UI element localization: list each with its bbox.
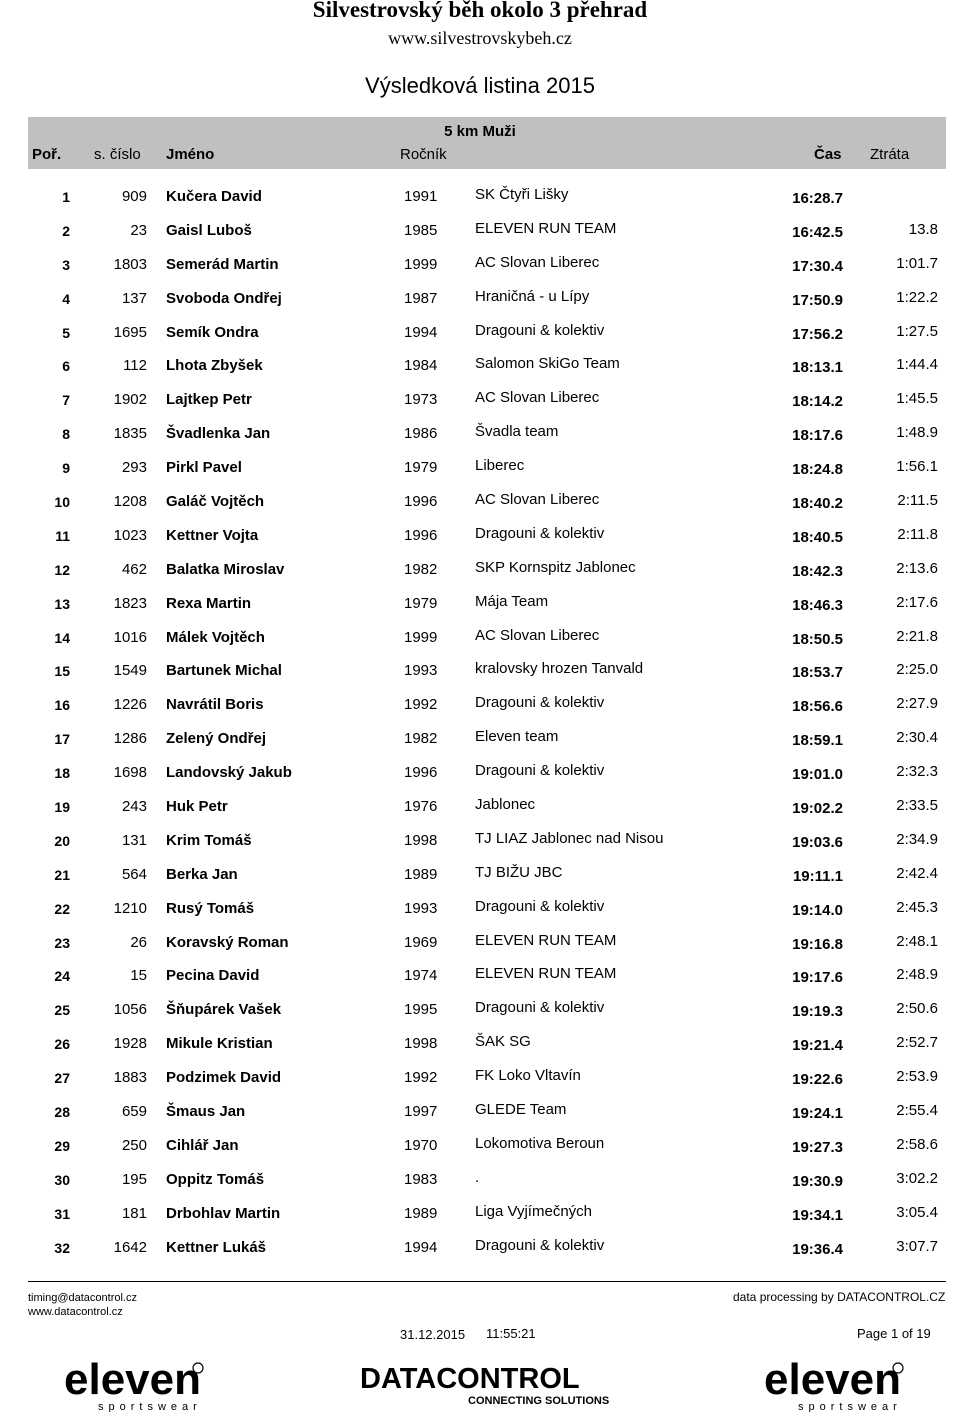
result-bib: 462 [121, 560, 147, 578]
result-name: Svoboda Ondřej [166, 289, 282, 307]
result-bib: 15 [130, 967, 147, 985]
table-row [0, 959, 960, 993]
result-time: 16:42.5 [792, 223, 843, 241]
table-row [0, 417, 960, 451]
result-gap: 2:48.9 [896, 966, 938, 984]
footer-processing: data processing by DATACONTROL.CZ [733, 1290, 946, 1304]
result-bib: 195 [121, 1170, 147, 1188]
result-time: 17:30.4 [792, 257, 843, 275]
result-name: Lhota Zbyšek [166, 357, 263, 375]
result-club: kralovsky hrozen Tanvald [475, 660, 644, 678]
result-bib: 1549 [113, 662, 147, 680]
result-name: Oppitz Tomáš [166, 1170, 265, 1188]
result-year: 1998 [404, 831, 438, 849]
result-time: 18:40.5 [792, 528, 843, 546]
result-gap: 1:45.5 [896, 390, 938, 408]
result-gap: 1:22.2 [896, 288, 938, 306]
table-row [0, 248, 960, 282]
result-rank: 28 [54, 1104, 70, 1121]
table-row [0, 587, 960, 621]
result-rank: 32 [54, 1239, 70, 1256]
event-url: www.silvestrovskybeh.cz [388, 28, 572, 48]
result-gap: 2:13.6 [896, 559, 938, 577]
column-header-gap: Ztráta [870, 146, 910, 163]
result-rank: 1 [62, 189, 70, 205]
result-year: 1993 [404, 899, 438, 917]
result-time: 18:46.3 [792, 596, 843, 614]
result-year: 1996 [404, 493, 438, 511]
svg-text:CONNECTING SOLUTIONS: CONNECTING SOLUTIONS [468, 1395, 610, 1407]
table-row [0, 654, 960, 688]
result-club: TJ BIŽU JBC [475, 863, 563, 881]
result-club: ELEVEN RUN TEAM [475, 931, 617, 949]
column-header-time: Čas [814, 146, 842, 163]
svg-text:DATACONTROL: DATACONTROL [360, 1363, 580, 1395]
result-time: 19:21.4 [792, 1037, 843, 1055]
result-name: Rexa Martin [166, 594, 252, 612]
result-time: 18:17.6 [792, 427, 843, 445]
result-year: 1973 [404, 391, 438, 409]
result-bib: 1902 [113, 391, 147, 409]
result-time: 19:34.1 [792, 1206, 843, 1224]
result-club: Liga Vyjímečných [475, 1202, 592, 1220]
result-name: Semík Ondra [166, 323, 259, 341]
result-gap: 3:02.2 [896, 1169, 938, 1187]
result-bib: 181 [121, 1204, 147, 1222]
result-rank: 17 [54, 731, 70, 748]
table-row [0, 926, 960, 960]
result-gap: 2:53.9 [896, 1068, 938, 1086]
result-name: Landovský Jakub [166, 764, 292, 782]
table-row [0, 858, 960, 892]
result-name: Podzimek David [166, 1069, 282, 1087]
result-name: Balatka Miroslav [166, 560, 285, 578]
table-row [0, 519, 960, 553]
result-name: Švadlenka Jan [166, 425, 271, 443]
result-time: 18:42.3 [792, 562, 843, 580]
result-time: 18:59.1 [792, 732, 843, 750]
result-time: 19:03.6 [792, 833, 843, 851]
result-club: ELEVEN RUN TEAM [475, 219, 617, 237]
result-name: Galáč Vojtěch [166, 493, 265, 511]
result-rank: 25 [54, 1002, 70, 1019]
footer-time: 11:55:21 [486, 1326, 536, 1341]
result-year: 1970 [404, 1136, 438, 1154]
result-name: Gaisl Luboš [166, 221, 252, 239]
result-year: 1992 [404, 696, 438, 714]
svg-text:eleven: eleven [764, 1355, 901, 1404]
result-rank: 24 [54, 968, 70, 985]
document-title: Výsledková listina 2015 [365, 73, 595, 98]
result-gap: 2:25.0 [896, 661, 938, 679]
result-name: Kettner Lukáš [166, 1238, 267, 1256]
result-gap: 2:27.9 [896, 695, 938, 713]
result-club: . [475, 1168, 480, 1186]
result-club: AC Slovan Liberec [475, 389, 600, 407]
result-time: 19:01.0 [792, 766, 843, 784]
result-rank: 4 [62, 290, 70, 307]
result-club: AC Slovan Liberec [475, 491, 600, 509]
result-time: 19:14.0 [792, 901, 843, 919]
result-time: 18:13.1 [792, 359, 843, 377]
result-rank: 13 [54, 595, 70, 612]
result-time: 18:50.5 [792, 630, 843, 648]
table-row [0, 892, 960, 926]
table-row [0, 1061, 960, 1095]
result-club: SKP Kornspitz Jablonec [475, 558, 636, 576]
result-bib: 1210 [113, 899, 147, 917]
result-year: 1985 [404, 221, 438, 239]
result-club: ELEVEN RUN TEAM [475, 965, 617, 983]
result-club: ŠAK SG [475, 1033, 531, 1051]
result-club: Švadla team [475, 423, 559, 441]
result-name: Navrátil Boris [166, 696, 264, 714]
table-row [0, 1163, 960, 1197]
result-time: 18:24.8 [792, 461, 843, 479]
result-bib: 909 [121, 188, 147, 205]
result-year: 1998 [404, 1035, 438, 1053]
result-year: 1991 [404, 188, 438, 205]
result-rank: 11 [55, 527, 70, 544]
result-gap: 13.8 [908, 220, 938, 238]
result-gap: 2:34.9 [896, 830, 938, 848]
result-bib: 1803 [113, 255, 147, 273]
result-rank: 16 [54, 697, 70, 714]
result-year: 1995 [404, 1001, 438, 1019]
result-name: Pirkl Pavel [166, 459, 242, 477]
result-time: 19:27.3 [792, 1138, 843, 1156]
eleven-logo-left [58, 1354, 248, 1412]
result-gap: 2:32.3 [896, 763, 938, 781]
result-bib: 243 [121, 798, 147, 816]
result-club: Dragouni & kolektiv [475, 694, 605, 712]
result-time: 18:40.2 [792, 495, 843, 513]
result-bib: 112 [123, 357, 147, 375]
result-name: Koravský Roman [166, 933, 289, 951]
result-club: Dragouni & kolektiv [475, 1236, 605, 1254]
table-row [0, 383, 960, 417]
result-bib: 1695 [113, 323, 147, 341]
result-bib: 659 [121, 1103, 147, 1121]
result-gap: 2:58.6 [896, 1135, 938, 1153]
result-name: Rusý Tomáš [166, 899, 255, 917]
table-row [0, 451, 960, 485]
eleven-logo-right [758, 1354, 948, 1412]
result-time: 19:11.1 [792, 867, 843, 885]
result-rank: 10 [54, 494, 70, 511]
result-club: TJ LIAZ Jablonec nad Nisou [475, 829, 664, 847]
table-row [0, 553, 960, 587]
result-time: 16:28.7 [792, 190, 843, 207]
result-rank: 21 [54, 866, 70, 883]
result-name: Cihlář Jan [166, 1136, 239, 1154]
result-rank: 6 [62, 358, 70, 375]
column-header-bib: s. číslo [94, 146, 141, 163]
result-time: 19:19.3 [792, 1003, 843, 1021]
result-year: 1994 [404, 1238, 438, 1256]
result-club: Lokomotiva Beroun [475, 1134, 605, 1152]
column-header-rank: Poř. [32, 146, 62, 163]
result-time: 17:50.9 [792, 291, 843, 309]
result-gap: 1:48.9 [896, 424, 938, 442]
result-rank: 18 [54, 765, 70, 782]
result-club: Dragouni & kolektiv [475, 321, 605, 339]
column-header-name: Jméno [166, 146, 215, 163]
result-gap: 1:44.4 [896, 356, 938, 374]
result-year: 1997 [404, 1103, 438, 1121]
result-time: 19:22.6 [792, 1071, 843, 1089]
result-bib: 1823 [113, 594, 147, 612]
result-time: 19:36.4 [792, 1240, 843, 1258]
table-row [0, 349, 960, 383]
result-name: Zelený Ondřej [166, 730, 267, 748]
result-year: 1996 [404, 526, 438, 544]
results-table [0, 180, 960, 1265]
result-year: 1979 [404, 594, 438, 612]
result-bib: 564 [121, 865, 147, 883]
table-row [0, 621, 960, 655]
svg-text:sportswear: sportswear [98, 1401, 202, 1412]
result-rank: 20 [54, 832, 70, 849]
result-bib: 137 [121, 289, 147, 307]
result-bib: 23 [130, 221, 147, 239]
result-rank: 27 [54, 1070, 70, 1087]
result-time: 18:53.7 [792, 664, 843, 682]
result-gap: 2:55.4 [896, 1102, 938, 1120]
result-club: Dragouni & kolektiv [475, 524, 605, 542]
result-name: Lajtkep Petr [166, 391, 252, 409]
result-club: FK Loko Vltavín [475, 1067, 581, 1085]
result-time: 19:30.9 [792, 1172, 843, 1190]
result-club: Jablonec [475, 796, 536, 814]
result-gap: 3:05.4 [896, 1203, 938, 1221]
result-year: 1982 [404, 560, 438, 578]
result-name: Berka Jan [166, 865, 238, 883]
result-rank: 15 [54, 663, 70, 680]
result-club: AC Slovan Liberec [475, 253, 600, 271]
result-time: 18:14.2 [792, 393, 843, 411]
result-year: 1983 [404, 1170, 438, 1188]
table-row [0, 316, 960, 350]
result-club: Dragouni & kolektiv [475, 897, 605, 915]
result-name: Bartunek Michal [166, 662, 282, 680]
result-year: 1992 [404, 1069, 438, 1087]
result-gap: 1:56.1 [896, 458, 938, 476]
result-time: 18:56.6 [792, 698, 843, 716]
result-year: 1996 [404, 764, 438, 782]
result-rank: 12 [54, 561, 70, 578]
result-club: Hraničná - u Lípy [475, 287, 590, 305]
table-row [0, 1231, 960, 1265]
footer-email: timing@datacontrol.cz [28, 1292, 137, 1304]
result-rank: 5 [62, 324, 70, 341]
result-year: 1989 [404, 865, 438, 883]
svg-text:eleven: eleven [64, 1355, 201, 1404]
result-name: Šmaus Jan [166, 1103, 246, 1121]
footer-divider [28, 1281, 946, 1282]
result-club: Dragouni & kolektiv [475, 762, 605, 780]
result-name: Semerád Martin [166, 255, 279, 273]
table-row [0, 1027, 960, 1061]
result-name: Málek Vojtěch [166, 628, 265, 646]
result-year: 1986 [404, 425, 438, 443]
table-row [0, 485, 960, 519]
result-club: GLEDE Team [475, 1101, 567, 1119]
result-gap: 2:42.4 [896, 864, 938, 882]
result-year: 1976 [404, 798, 438, 816]
result-bib: 250 [121, 1136, 147, 1154]
column-header-year: Ročník [400, 146, 447, 163]
result-rank: 31 [54, 1205, 70, 1222]
result-year: 1994 [404, 323, 438, 341]
result-rank: 7 [62, 392, 70, 409]
result-name: Kučera David [166, 188, 262, 205]
footer-page: Page 1 of 19 [857, 1326, 931, 1341]
result-rank: 8 [62, 426, 70, 443]
table-row [0, 282, 960, 316]
result-bib: 1642 [113, 1238, 147, 1256]
datacontrol-logo [358, 1360, 620, 1408]
result-time: 17:56.2 [792, 325, 843, 343]
result-bib: 1016 [113, 628, 147, 646]
footer-date: 31.12.2015 [400, 1327, 466, 1342]
result-year: 1999 [404, 255, 438, 273]
result-bib: 1286 [113, 730, 147, 748]
footer-website: www.datacontrol.cz [28, 1306, 123, 1318]
result-bib: 1208 [113, 493, 147, 511]
table-row [0, 1129, 960, 1163]
result-club: Liberec [475, 457, 525, 475]
result-gap: 3:07.7 [896, 1237, 938, 1255]
result-name: Drbohlav Martin [166, 1204, 281, 1222]
result-year: 1969 [404, 933, 438, 951]
result-bib: 293 [121, 459, 147, 477]
result-rank: 30 [54, 1171, 70, 1188]
result-rank: 23 [54, 934, 70, 951]
result-gap: 1:01.7 [896, 254, 938, 272]
table-row [0, 1095, 960, 1129]
category-title: 5 km Muži [444, 123, 516, 140]
table-row [0, 790, 960, 824]
event-title: Silvestrovský běh okolo 3 přehrad [312, 0, 648, 22]
result-year: 1982 [404, 730, 438, 748]
result-rank: 3 [62, 256, 70, 273]
result-time: 19:02.2 [792, 800, 843, 818]
table-row [0, 993, 960, 1027]
result-year: 1974 [404, 967, 438, 985]
result-bib: 1698 [113, 764, 147, 782]
result-gap: 1:27.5 [896, 322, 938, 340]
table-row [0, 1197, 960, 1231]
result-rank: 26 [54, 1036, 70, 1053]
result-rank: 19 [54, 799, 70, 816]
result-rank: 29 [54, 1137, 70, 1154]
result-rank: 22 [54, 900, 70, 917]
result-bib: 1226 [113, 696, 147, 714]
result-year: 1984 [404, 357, 438, 375]
result-gap: 2:17.6 [896, 593, 938, 611]
result-name: Mikule Kristian [166, 1035, 273, 1053]
result-gap: 2:52.7 [896, 1034, 938, 1052]
result-rank: 9 [62, 460, 70, 477]
result-name: Šňupárek Vašek [166, 1001, 282, 1019]
result-year: 1989 [404, 1204, 438, 1222]
table-row [0, 688, 960, 722]
result-time: 19:17.6 [792, 969, 843, 987]
table-row [0, 180, 960, 214]
result-time: 19:16.8 [792, 935, 843, 953]
result-year: 1999 [404, 628, 438, 646]
result-bib: 26 [130, 933, 147, 951]
result-rank: 2 [62, 222, 70, 239]
result-club: AC Slovan Liberec [475, 626, 600, 644]
result-bib: 131 [121, 831, 147, 849]
result-gap: 2:21.8 [896, 627, 938, 645]
svg-text:sportswear: sportswear [798, 1401, 902, 1412]
result-name: Huk Petr [166, 798, 228, 816]
result-gap: 2:11.8 [897, 525, 938, 543]
result-name: Pecina David [166, 967, 260, 985]
result-bib: 1883 [113, 1069, 147, 1087]
result-name: Krim Tomáš [166, 831, 252, 849]
result-gap: 2:48.1 [896, 932, 938, 950]
table-row [0, 756, 960, 790]
result-club: Mája Team [475, 592, 549, 610]
result-year: 1993 [404, 662, 438, 680]
result-gap: 2:33.5 [896, 797, 938, 815]
result-time: 19:24.1 [792, 1105, 843, 1123]
result-gap: 2:11.5 [897, 492, 938, 510]
result-bib: 1928 [113, 1035, 147, 1053]
result-name: Kettner Vojta [166, 526, 259, 544]
result-club: Eleven team [475, 728, 559, 746]
result-gap: 2:30.4 [896, 729, 938, 747]
result-bib: 1835 [113, 425, 147, 443]
table-row [0, 214, 960, 248]
result-rank: 14 [54, 629, 70, 646]
result-bib: 1056 [113, 1001, 147, 1019]
result-gap: 2:50.6 [896, 1000, 938, 1018]
result-club: Salomon SkiGo Team [475, 355, 620, 373]
result-year: 1979 [404, 459, 438, 477]
table-row [0, 824, 960, 858]
result-club: Dragouni & kolektiv [475, 999, 605, 1017]
result-gap: 2:45.3 [896, 898, 938, 916]
result-year: 1987 [404, 289, 438, 307]
result-bib: 1023 [113, 526, 147, 544]
table-row [0, 722, 960, 756]
result-club: SK Čtyři Lišky [475, 186, 569, 203]
